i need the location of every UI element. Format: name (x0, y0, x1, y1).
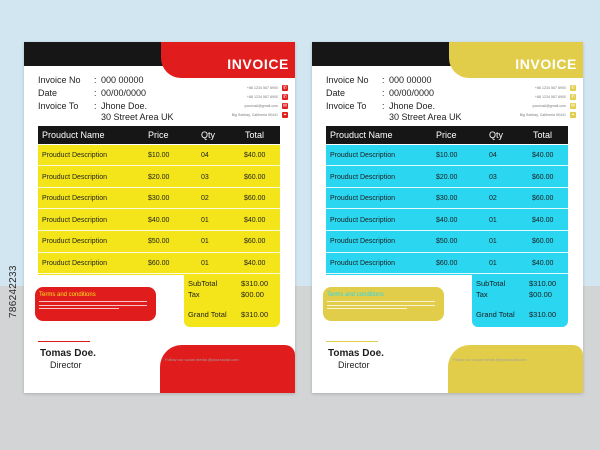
row-total: $40.00 (244, 216, 266, 224)
row-qty: 01 (489, 260, 497, 267)
date-label: Date (326, 88, 346, 98)
location-icon: ⌖ (571, 112, 575, 118)
invoice-sheet-1 (24, 42, 295, 393)
signatory-name: Tomas Doe. (40, 348, 96, 359)
contact-text: Big Sobbay, California 90441 (519, 113, 566, 117)
stock-image-id: 786242233 (8, 265, 19, 318)
invoice-title: INVOICE (515, 56, 577, 72)
tax-row (476, 290, 566, 300)
contact-text: +88 1234 567 8900 (246, 86, 278, 90)
colon: : (382, 75, 385, 85)
header-qty: Qty (201, 130, 216, 140)
header-price: Price (436, 130, 457, 140)
terms-text-line (39, 305, 147, 306)
row-product: Prouduct Description (330, 216, 395, 224)
date-label: Date (38, 88, 58, 98)
row-product: Prouduct Description (42, 216, 107, 224)
table-row (38, 210, 280, 231)
invoice-no-value: 000 00000 (101, 75, 144, 85)
header-qty: Qty (489, 130, 504, 140)
table-header (38, 126, 280, 144)
row-product: Prouduct Description (42, 173, 107, 181)
table-row (38, 145, 280, 166)
terms-title: Terms and conditions (327, 292, 384, 298)
footer-social-text: Follow our social media @yoursocial.com (165, 357, 239, 362)
row-price: $20.00 (436, 173, 458, 181)
terms-text-line (327, 308, 407, 309)
subtotal-label: SubTotal (188, 279, 218, 288)
contact-text: Big Sobbay, California 90441 (231, 113, 278, 117)
row-qty: 01 (201, 260, 209, 267)
table-row (326, 167, 568, 188)
table-row (326, 210, 568, 231)
table-row (38, 167, 280, 188)
phone-icon: ✆ (570, 94, 576, 100)
row-qty: 04 (201, 152, 209, 159)
subtotal-row (188, 279, 278, 289)
colon: : (382, 101, 385, 111)
terms-box (35, 287, 156, 321)
row-total: $60.00 (532, 173, 554, 181)
totals-box (184, 275, 280, 327)
signatory-role: Director (338, 360, 370, 370)
terms-text-line (327, 305, 435, 306)
mail-icon: ✉ (282, 103, 288, 109)
row-price: $40.00 (148, 216, 170, 224)
footer-social-text: Follow our social media @yoursocial.com (453, 357, 527, 362)
table-row (326, 145, 568, 166)
row-product: Prouduct Description (330, 173, 395, 181)
table-row (38, 253, 280, 274)
header-total: Total (245, 130, 265, 140)
tax-label: Tax (476, 290, 488, 299)
contact-line (196, 102, 288, 110)
contact-line (196, 84, 288, 92)
location-icon: ⌖ (283, 112, 287, 118)
invoice-no-row (326, 75, 486, 86)
row-total: $60.00 (532, 238, 554, 246)
row-price: $10.00 (436, 152, 458, 159)
invoice-to-row (326, 101, 486, 122)
subtotal-label: SubTotal (476, 279, 506, 288)
row-price: $20.00 (148, 173, 170, 181)
row-product: Prouduct Description (330, 152, 395, 159)
row-price: $50.00 (148, 238, 170, 246)
signature-line (38, 341, 90, 342)
table-header (326, 126, 568, 144)
row-product: Prouduct Description (330, 195, 395, 203)
row-qty: 02 (489, 195, 497, 203)
row-price: $60.00 (148, 260, 170, 267)
phone-icon: ✆ (570, 85, 576, 91)
date-value: 00/00/0000 (389, 88, 435, 98)
table-body (326, 145, 568, 275)
header-total: Total (533, 130, 553, 140)
contact-text: yourmail@gmail.com (244, 104, 278, 108)
subtotal-row (476, 279, 566, 289)
header-price: Price (148, 130, 169, 140)
client-address: 30 Street Area UK (101, 112, 174, 122)
row-total: $40.00 (532, 260, 554, 267)
tax-label: Tax (188, 290, 200, 299)
row-price: $10.00 (148, 152, 170, 159)
header-product-name: Prouduct Name (42, 130, 105, 140)
tax-value: $00.00 (529, 290, 552, 299)
contact-line (196, 93, 288, 101)
row-price: $40.00 (436, 216, 458, 224)
row-price: $30.00 (436, 195, 458, 203)
table-row (38, 188, 280, 209)
grand-total-label: Grand Total (188, 310, 227, 319)
colon: : (382, 88, 385, 98)
row-product: Prouduct Description (42, 238, 107, 246)
table-row (326, 231, 568, 252)
row-qty: 02 (201, 195, 209, 203)
contact-line (484, 84, 576, 92)
invoice-no-value: 000 00000 (389, 75, 432, 85)
invoice-to-row (38, 101, 198, 122)
signatory-role: Director (50, 360, 82, 370)
row-total: $60.00 (244, 238, 266, 246)
row-product: Prouduct Description (330, 260, 395, 267)
grand-total-label: Grand Total (476, 310, 515, 319)
row-qty: 01 (489, 216, 497, 224)
invoice-sheet-2 (312, 42, 583, 393)
terms-box (323, 287, 444, 321)
invoice-to-label: Invoice To (326, 101, 367, 111)
row-total: $40.00 (532, 152, 554, 159)
row-total: $40.00 (244, 260, 266, 267)
terms-title: Terms and conditions (39, 292, 96, 298)
row-product: Prouduct Description (42, 152, 107, 159)
terms-text-line (39, 301, 147, 302)
signature-line (326, 341, 378, 342)
table-body (38, 145, 280, 275)
terms-text-line (39, 308, 119, 309)
mail-icon: ✉ (570, 103, 576, 109)
contact-line (484, 111, 576, 119)
row-product: Prouduct Description (42, 195, 107, 203)
colon: : (94, 101, 97, 111)
footer-corner-block (448, 345, 583, 393)
row-price: $30.00 (148, 195, 170, 203)
table-row (326, 253, 568, 274)
row-total: $60.00 (244, 195, 266, 203)
row-total: $60.00 (244, 173, 266, 181)
totals-box (472, 275, 568, 327)
row-total: $40.00 (532, 216, 554, 224)
row-price: $50.00 (436, 238, 458, 246)
date-row (326, 88, 486, 99)
signatory-name: Tomas Doe. (328, 348, 384, 359)
invoice-title: INVOICE (227, 56, 289, 72)
row-qty: 01 (201, 238, 209, 246)
table-row (326, 188, 568, 209)
colon: : (94, 75, 97, 85)
row-price: $60.00 (436, 260, 458, 267)
phone-icon: ✆ (282, 94, 288, 100)
subtotal-value: $310.00 (529, 279, 557, 288)
footer-corner-block (160, 345, 295, 393)
date-value: 00/00/0000 (101, 88, 147, 98)
row-product: Prouduct Description (330, 238, 395, 246)
contact-line (484, 102, 576, 110)
row-total: $40.00 (244, 152, 266, 159)
invoice-to-label: Invoice To (38, 101, 79, 111)
contact-text: +88 1234 567 8900 (246, 95, 278, 99)
terms-text-line (327, 301, 435, 302)
tax-value: $00.00 (241, 290, 264, 299)
grand-total-row (188, 310, 278, 320)
row-qty: 04 (489, 152, 497, 159)
contact-line (196, 111, 288, 119)
tax-row (188, 290, 278, 300)
row-qty: 01 (201, 216, 209, 224)
client-name: Jhone Doe. (101, 101, 148, 111)
contact-text: +88 1234 567 8900 (534, 86, 566, 90)
row-qty: 01 (489, 238, 497, 246)
grand-total-value: $310.00 (529, 310, 557, 319)
client-name: Jhone Doe. (389, 101, 436, 111)
colon: : (94, 88, 97, 98)
row-total: $60.00 (532, 195, 554, 203)
header-product-name: Prouduct Name (330, 130, 393, 140)
row-qty: 03 (489, 173, 497, 181)
contact-text: +88 1234 567 8900 (534, 95, 566, 99)
grand-total-value: $310.00 (241, 310, 269, 319)
invoice-no-row (38, 75, 198, 86)
row-qty: 03 (201, 173, 209, 181)
row-product: Prouduct Description (42, 260, 107, 267)
client-address: 30 Street Area UK (389, 112, 462, 122)
contact-text: yourmail@gmail.com (532, 104, 566, 108)
table-row (38, 231, 280, 252)
grand-total-row (476, 310, 566, 320)
invoice-no-label: Invoice No (38, 75, 81, 85)
contact-line (484, 93, 576, 101)
phone-icon: ✆ (282, 85, 288, 91)
subtotal-value: $310.00 (241, 279, 269, 288)
invoice-no-label: Invoice No (326, 75, 369, 85)
date-row (38, 88, 198, 99)
